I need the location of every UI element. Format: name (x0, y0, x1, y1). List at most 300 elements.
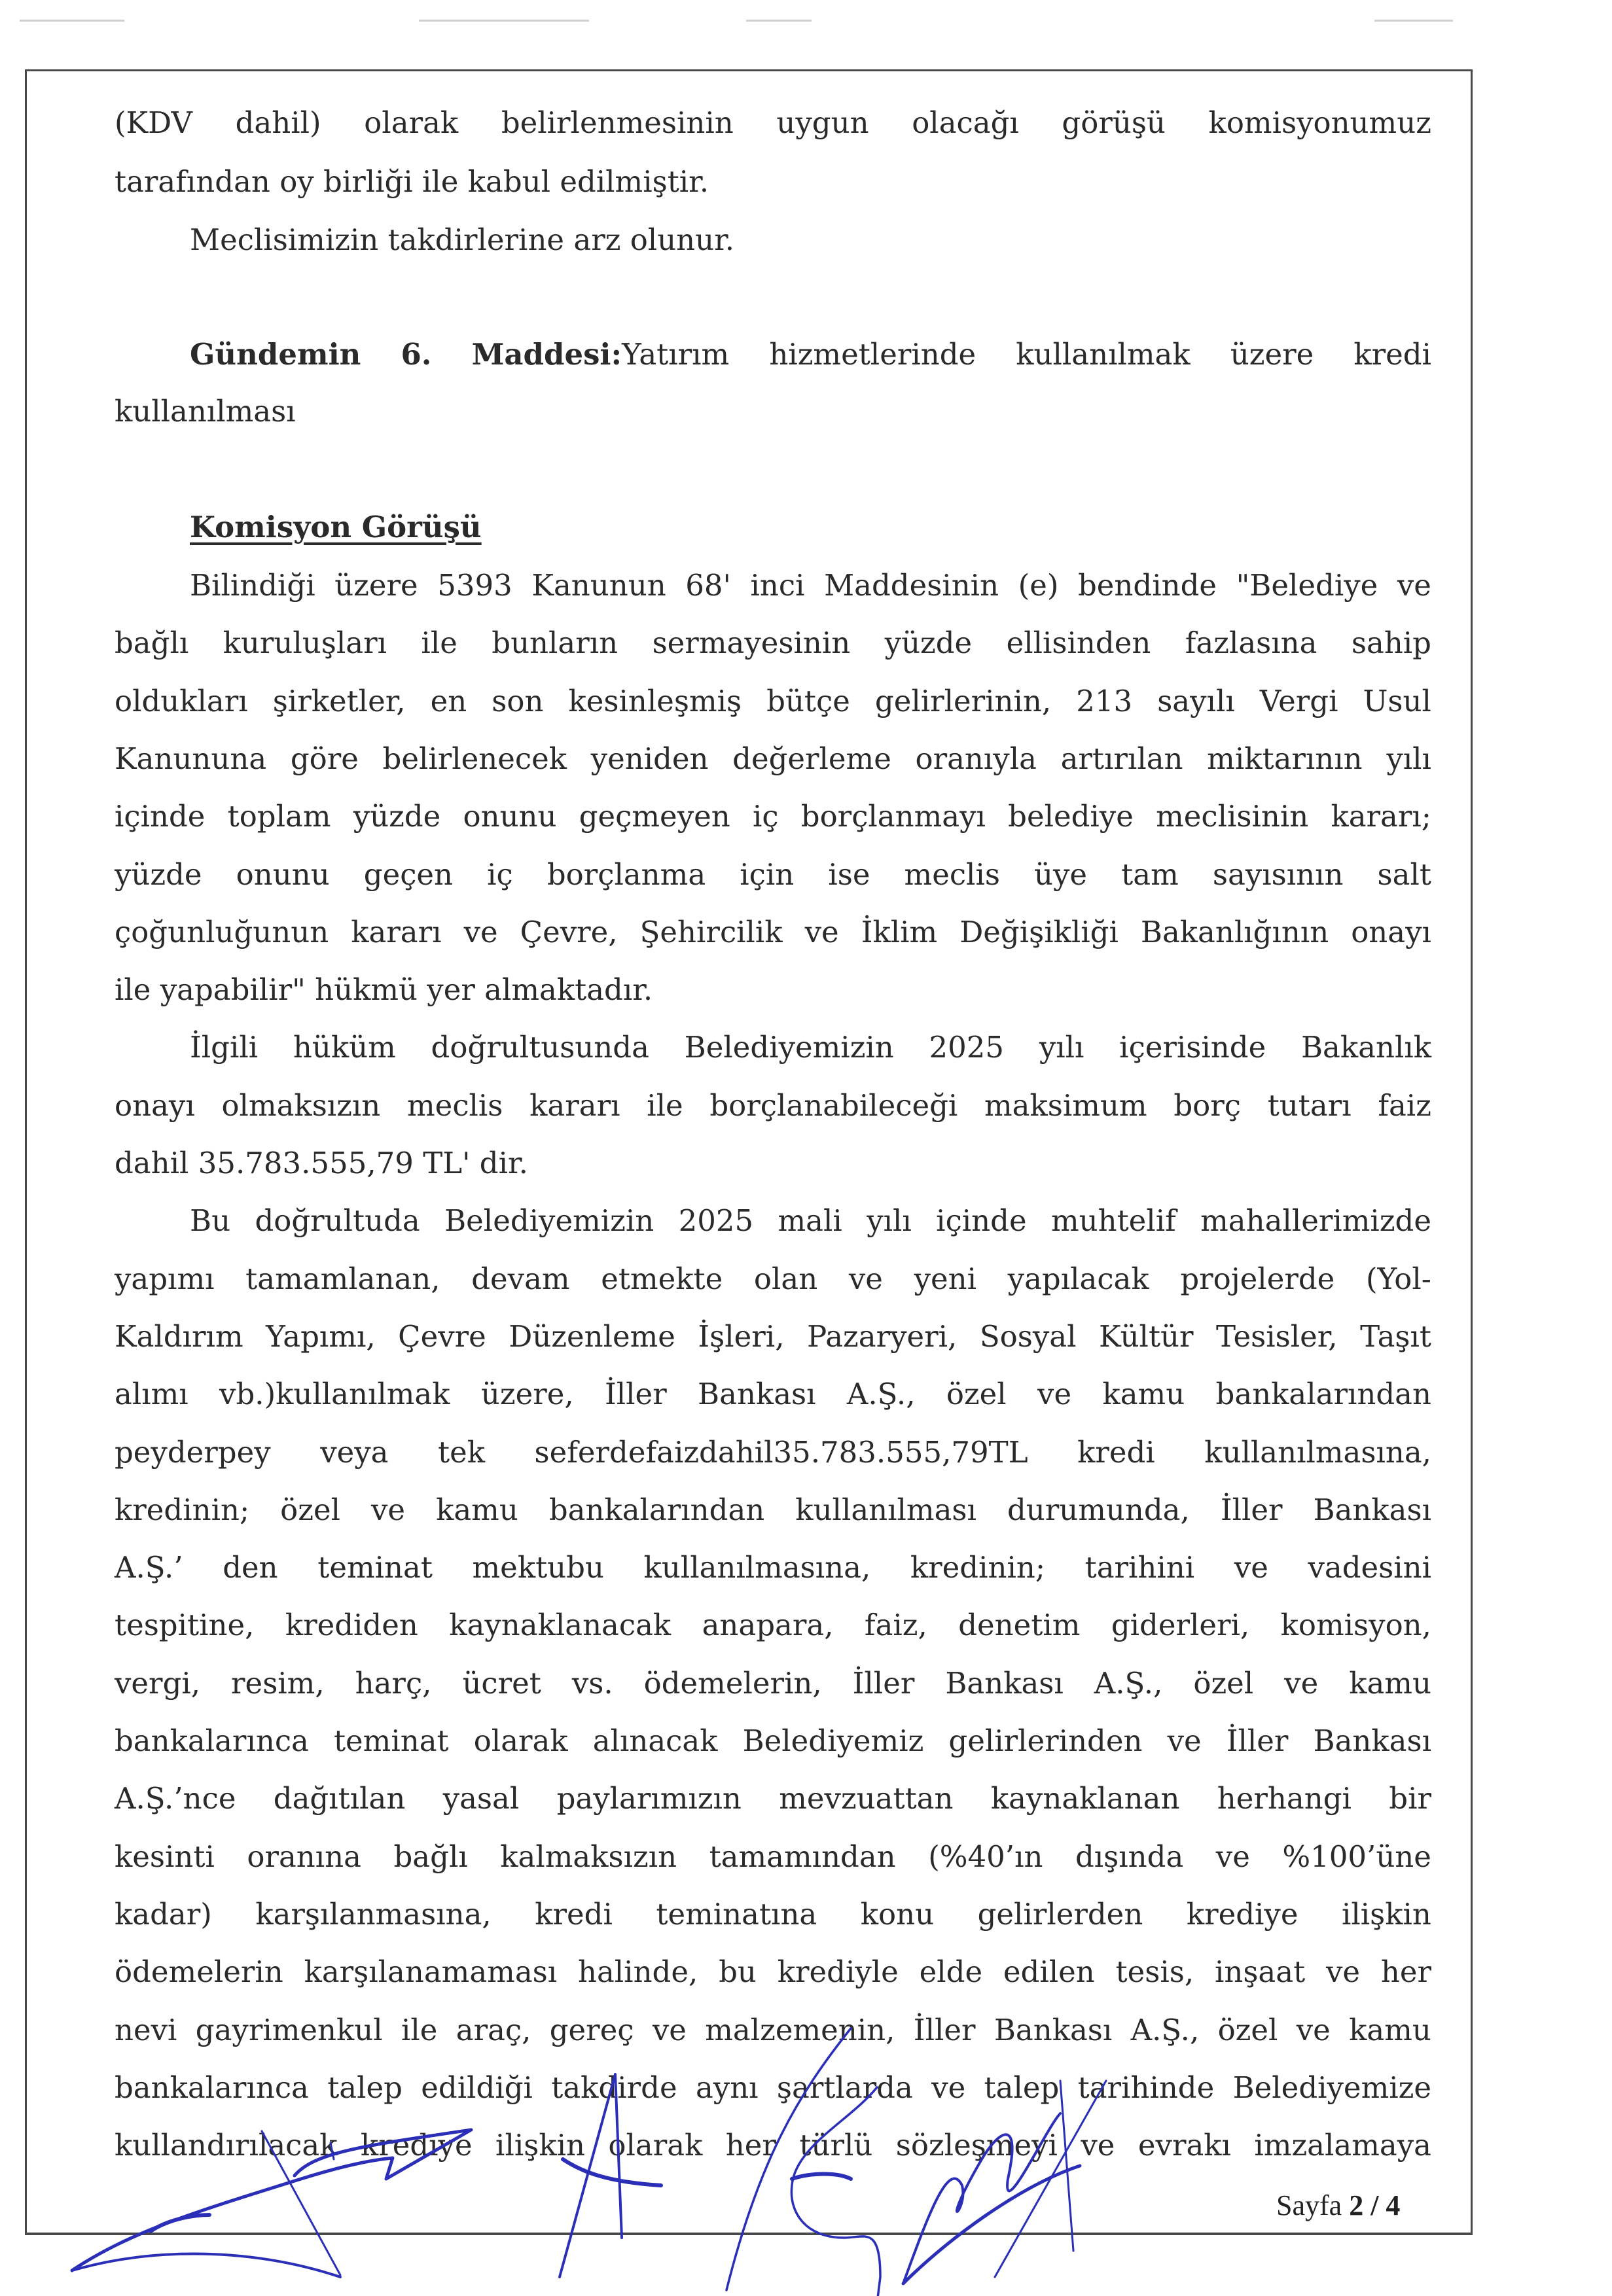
word: yüzde (353, 799, 441, 834)
word: malzemenin, (705, 2013, 895, 2047)
word: durumunda, (1007, 1492, 1190, 1527)
word: teminat (317, 1550, 433, 1585)
word: doğrultusunda (431, 1030, 649, 1065)
word: bütçe (766, 684, 850, 718)
word: Bankası (945, 1666, 1064, 1701)
word: uygun (776, 105, 869, 140)
word: yüzde (884, 626, 973, 660)
word: ve (1284, 1666, 1319, 1701)
word: üye (1034, 857, 1088, 892)
line-text: Meclisimizin takdirlerine arz olunur. (190, 222, 735, 257)
word: görüşü (1062, 105, 1166, 140)
word: Yapımı, (266, 1319, 376, 1354)
word: "Belediye (1236, 568, 1378, 603)
word: ile (647, 1088, 683, 1123)
word: iç (752, 799, 779, 834)
word: kullanılması (795, 1492, 976, 1527)
word: İller (1220, 1492, 1283, 1527)
agenda-label-word: Maddesi:Yatırım (471, 337, 730, 372)
word: alımı (115, 1377, 188, 1411)
word: dahil) (235, 105, 321, 140)
word: kredinin; (910, 1550, 1046, 1585)
scan-artifact (1374, 20, 1453, 22)
word: kamu (1349, 2013, 1431, 2047)
word: yapımı (115, 1262, 215, 1296)
word: meclis (407, 1088, 503, 1123)
body-line (115, 1256, 1431, 1302)
text-line (115, 159, 1431, 205)
word: komisyonumuz (1208, 105, 1431, 140)
word: ve (1167, 1723, 1202, 1758)
body-line (115, 1140, 1431, 1186)
word: onunu (463, 799, 557, 834)
agenda-item-line (190, 332, 1431, 378)
body-line (115, 910, 1431, 955)
word: tam (1121, 857, 1179, 892)
word: yeni (914, 1262, 977, 1296)
word: tamamlanan, (245, 1262, 440, 1296)
word: A.Ş., (846, 1377, 916, 1411)
word: tutarı (1267, 1088, 1352, 1123)
word: İller (852, 1666, 915, 1701)
body-line (115, 852, 1431, 898)
word: çoğunluğunun (115, 915, 329, 949)
word: tek (438, 1435, 485, 1470)
page-label: Sayfa (1276, 2189, 1342, 2221)
word: olarak (473, 1723, 568, 1758)
word: özel (280, 1492, 340, 1527)
word: son (492, 684, 544, 718)
word: özel (1193, 1666, 1254, 1701)
word: halinde, (577, 1954, 698, 1989)
word: ve (1037, 1377, 1072, 1411)
word: hizmetlerinde (769, 337, 976, 372)
word: yeniden (590, 741, 709, 776)
word: 2025 (929, 1030, 1005, 1065)
word: Vergi (1259, 684, 1338, 718)
word: komisyon, (1280, 1608, 1431, 1642)
word: kredi (535, 1897, 613, 1932)
word: teminat (333, 1723, 449, 1758)
body-line (115, 2123, 1431, 2168)
word: krediye (1186, 1897, 1299, 1932)
word: A.Ş.’nce (115, 1781, 236, 1816)
word: Tesisler, (1215, 1319, 1338, 1354)
word: teminatına (656, 1897, 817, 1932)
word: en (430, 684, 467, 718)
word: vb.)kullanılmak (219, 1377, 450, 1411)
word: Bankası (1313, 1492, 1431, 1527)
word: yüzde (115, 857, 202, 892)
word: onayı (115, 1088, 195, 1123)
word: krediden (285, 1608, 418, 1642)
word: mevzuattan (779, 1781, 954, 1816)
body-line (115, 1371, 1431, 1417)
word: projelerde (1180, 1262, 1335, 1296)
body-line (115, 679, 1431, 724)
page-total: 4 (1386, 2189, 1401, 2221)
word: kuruluşları (223, 626, 387, 660)
word: vergi, (115, 1666, 201, 1701)
word: Kaldırım (115, 1319, 243, 1354)
word: Kültür (1098, 1319, 1194, 1354)
word: özel (1217, 2013, 1278, 2047)
word: Belediyemizin (444, 1203, 654, 1238)
word: İller (605, 1377, 667, 1411)
page-number (1276, 2189, 1400, 2222)
word: krediyle (777, 1954, 899, 1989)
word: yılı (1386, 741, 1431, 776)
word: etmekte (601, 1262, 723, 1296)
word: ve (1326, 1954, 1361, 1989)
word: bir (1389, 1781, 1431, 1816)
word: dağıtılan (273, 1781, 406, 1816)
word: peyderpey (115, 1435, 271, 1470)
body-line (115, 1487, 1431, 1533)
word: Pazaryeri, (806, 1319, 958, 1354)
word: şirketler, (272, 684, 406, 718)
word: bankalarından (548, 1492, 765, 1527)
scan-artifact (419, 20, 589, 22)
body-line (115, 2065, 1431, 2111)
word: 5393 (437, 568, 512, 603)
word: Sosyal (979, 1319, 1077, 1354)
body-line (115, 1314, 1431, 1360)
word: ödemelerin, (643, 1666, 822, 1701)
word: 2025 (678, 1203, 754, 1238)
word: bu (719, 1954, 757, 1989)
word: üzere (1230, 337, 1314, 372)
word: sayılı (1157, 684, 1235, 718)
word: denetim (958, 1608, 1081, 1642)
word: ve (1397, 568, 1431, 603)
word: kredinin; (115, 1492, 250, 1527)
word: %100’üne (1282, 1839, 1431, 1874)
word: faiz (1378, 1088, 1431, 1123)
scan-artifact (20, 20, 124, 22)
word: imzalamaya (1254, 2128, 1431, 2163)
word: kullandırılacak (115, 2128, 338, 2163)
body-line (190, 1198, 1431, 1244)
word: ellisinden (1006, 626, 1151, 660)
body-line (115, 1545, 1431, 1591)
word: ödemelerin (115, 1954, 283, 1989)
word: tesis, (1115, 1954, 1194, 1989)
body-line (115, 1949, 1431, 1995)
word: belirlenmesinin (501, 105, 734, 140)
word: sahip (1351, 626, 1431, 660)
word: kaynaklanan (990, 1781, 1180, 1816)
word: Kanununa (115, 741, 267, 776)
word: Bankası (1313, 1723, 1431, 1758)
word: tarihinde (1077, 2070, 1215, 2105)
word: içinde (115, 799, 206, 834)
word: yasal (442, 1781, 520, 1816)
word: tamamından (709, 1839, 896, 1874)
word: muhtelif (1050, 1203, 1176, 1238)
word: talep (327, 2070, 403, 2105)
word: kullanılmak (1016, 337, 1191, 372)
word: A.Ş., (1094, 1666, 1163, 1701)
word: kesinleşmiş (568, 684, 742, 718)
word: onunu (236, 857, 330, 892)
word: inşaat (1214, 1954, 1306, 1989)
word: konu (860, 1897, 935, 1932)
word: miktarının (1207, 741, 1363, 776)
word: vs. (571, 1666, 613, 1701)
word: bağlı (115, 626, 189, 660)
word: kesinti (115, 1839, 215, 1874)
word: kalmaksızın (500, 1839, 677, 1874)
word: içinde (936, 1203, 1027, 1238)
body-line (190, 1025, 1431, 1070)
word: devam (471, 1262, 570, 1296)
word: Yatırım (622, 337, 730, 372)
word: olmaksızın (221, 1088, 381, 1123)
body-line (115, 967, 1431, 1013)
word: İller (913, 2013, 976, 2047)
word: gereç (549, 2013, 634, 2047)
word: A.Ş., (1130, 2013, 1200, 2047)
word: ve (371, 1492, 406, 1527)
word: Değişikliği (959, 915, 1119, 949)
word: Bakanlığının (1140, 915, 1329, 949)
word: değerleme (732, 741, 891, 776)
page-separator: / (1370, 2189, 1379, 2221)
word: ve (1215, 1839, 1250, 1874)
word: (KDV (115, 105, 192, 140)
word: seferdefaizdahil35.783.555,79TL (534, 1435, 1028, 1470)
word: elde (919, 1954, 983, 1989)
scan-artifact (746, 20, 812, 22)
word: Bakanlık (1300, 1030, 1431, 1065)
word: kararı; (1331, 799, 1431, 834)
word: ve (804, 915, 839, 949)
word: türlü (799, 2128, 873, 2163)
word: tarihini (1084, 1550, 1195, 1585)
word: İller (1226, 1723, 1289, 1758)
word: (e) (1018, 568, 1059, 603)
word: olan (753, 1262, 818, 1296)
word: kaynaklanacak (449, 1608, 672, 1642)
word: veya (320, 1435, 389, 1470)
word: Belediyemize (1232, 2070, 1431, 2105)
word: maksimum (984, 1088, 1147, 1123)
word: oranına (247, 1839, 361, 1874)
word: ve (463, 915, 498, 949)
word: meclisinin (1156, 799, 1309, 834)
body-line (115, 736, 1431, 782)
word: kamu (436, 1492, 518, 1527)
word: Şehircilik (639, 915, 783, 949)
word: göre (290, 741, 359, 776)
word: kullanılmasına, (643, 1550, 871, 1585)
word: ücret (462, 1666, 541, 1701)
word: yapılacak (1007, 1262, 1149, 1296)
word: kredi (1077, 1435, 1155, 1470)
word: hüküm (293, 1030, 396, 1065)
word: evrakı (1137, 2128, 1231, 2163)
word: ve (1234, 1550, 1268, 1585)
word: Belediyemiz (742, 1723, 924, 1758)
body-line (115, 794, 1431, 839)
word: olarak (364, 105, 459, 140)
word: Çevre (398, 1319, 486, 1354)
word: harç, (355, 1666, 432, 1701)
word: mahallerimizde (1200, 1203, 1431, 1238)
line-text: ile yapabilir" hükmü yer almaktadır. (115, 972, 653, 1007)
word: Maddesinin (824, 568, 999, 603)
word: 68' (685, 568, 731, 603)
word: ise (828, 857, 870, 892)
word: mektubu (472, 1550, 604, 1585)
word: A.Ş.’ (115, 1550, 183, 1585)
word: borç (1173, 1088, 1241, 1123)
word: ilişkin (1342, 1897, 1431, 1932)
word: edilen (1003, 1954, 1095, 1989)
word: dışında (1075, 1839, 1184, 1874)
word: için (740, 857, 795, 892)
body-line (115, 1834, 1431, 1880)
word: geçen (363, 857, 454, 892)
page-current: 2 (1349, 2189, 1364, 2221)
text-line (115, 100, 1431, 146)
agenda-item-title-cont: kullanılması (115, 394, 296, 429)
word: Usul (1363, 684, 1431, 718)
word: mali (778, 1203, 842, 1238)
word: paylarımızın (556, 1781, 742, 1816)
word: geçmeyen (579, 799, 730, 834)
section-heading: Komisyon Görüşü (190, 510, 482, 544)
word: sayısının (1212, 857, 1344, 892)
line-text: dahil 35.783.555,79 TL' dir. (115, 1146, 528, 1180)
word: bağlı (393, 1839, 468, 1874)
word: özel (946, 1377, 1007, 1411)
word: talep (984, 2070, 1060, 2105)
word: Bilindiği (190, 568, 315, 603)
word: kredi (1353, 337, 1431, 372)
word: onayı (1351, 915, 1431, 949)
word: kamu (1102, 1377, 1185, 1411)
word: aynı (695, 2070, 759, 2105)
word: herhangi (1217, 1781, 1352, 1816)
word: olarak (608, 2128, 703, 2163)
word: yılı (1039, 1030, 1084, 1065)
word: borçlanmayı (800, 799, 986, 834)
word: ve (1081, 2128, 1115, 2163)
word: Bankası (698, 1377, 816, 1411)
word: üzere (334, 568, 418, 603)
word: ile (401, 2013, 438, 2047)
word: araç, (456, 2013, 531, 2047)
word: kadar) (115, 1897, 212, 1932)
word: giderleri, (1111, 1608, 1250, 1642)
word: salt (1377, 857, 1431, 892)
word: borçlanabileceği (709, 1088, 958, 1123)
word: gelirlerden (977, 1897, 1143, 1932)
word: bunların (492, 626, 618, 660)
word: krediye (360, 2128, 473, 2163)
word: kullanılmasına, (1204, 1435, 1431, 1470)
word: (%40’ın (928, 1839, 1043, 1874)
word: her (1380, 1954, 1431, 1989)
word: üzere, (480, 1377, 574, 1411)
word: iç (487, 857, 513, 892)
word: Kanunun (531, 568, 666, 603)
word: toplam (227, 799, 331, 834)
word: İlgili (190, 1030, 259, 1065)
body-line (115, 1718, 1431, 1764)
body-line (115, 1602, 1431, 1648)
word: İşleri, (698, 1319, 785, 1354)
word: sermayesinin (652, 626, 851, 660)
word: den (223, 1550, 278, 1585)
agenda-label-word: 6. (401, 337, 432, 372)
body-line (115, 620, 1431, 666)
word: meclis (904, 857, 1000, 892)
word: anapara, (702, 1608, 834, 1642)
body-line (115, 1776, 1431, 1822)
word: oranıyla (915, 741, 1037, 776)
word: sözleşmeyi (895, 2128, 1058, 2163)
word: ve (652, 2013, 687, 2047)
word: her (725, 2128, 776, 2163)
word: faiz, (864, 1608, 927, 1642)
word: fazlasına (1185, 626, 1317, 660)
word: şartlarda (776, 2070, 913, 2105)
word: karşılanamaması (304, 1954, 558, 1989)
word: doğrultuda (255, 1203, 420, 1238)
word: belirlenecek (382, 741, 567, 776)
body-line (115, 1661, 1431, 1706)
agenda-label-word: Gündemin (190, 337, 361, 372)
word: Bu (190, 1203, 231, 1238)
word: ve (1296, 2013, 1331, 2047)
word: Çevre, (520, 915, 618, 949)
body-line (115, 2007, 1431, 2053)
body-line (115, 1083, 1431, 1129)
word: 213 (1076, 684, 1133, 718)
word: bankalarınca (115, 2070, 309, 2105)
word: alınacak (592, 1723, 718, 1758)
word: kararı (529, 1088, 620, 1123)
word: takdirde (551, 2070, 677, 2105)
word: oldukları (115, 684, 248, 718)
body-line (190, 563, 1431, 609)
word: resim, (231, 1666, 325, 1701)
word: (Yol- (1365, 1262, 1431, 1296)
word: kararı (351, 915, 442, 949)
word: bankalarınca (115, 1723, 309, 1758)
word: belediye (1008, 799, 1134, 834)
word: inci (750, 568, 805, 603)
word: nevi (115, 2013, 177, 2047)
word: kamu (1349, 1666, 1431, 1701)
word: gayrimenkul (195, 2013, 383, 2047)
word: Taşıt (1360, 1319, 1431, 1354)
text-line (190, 217, 1431, 263)
word: içerisinde (1119, 1030, 1266, 1065)
word: ilişkin (495, 2128, 585, 2163)
word: borçlanma (546, 857, 706, 892)
word: Belediyemizin (684, 1030, 894, 1065)
word: ile (421, 626, 457, 660)
word: bendinde (1077, 568, 1217, 603)
word: gelirlerinin, (874, 684, 1052, 718)
body-line (115, 1892, 1431, 1937)
line-text: tarafından oy birliği ile kabul edilmiştir. (115, 164, 709, 199)
word: İklim (861, 915, 938, 949)
